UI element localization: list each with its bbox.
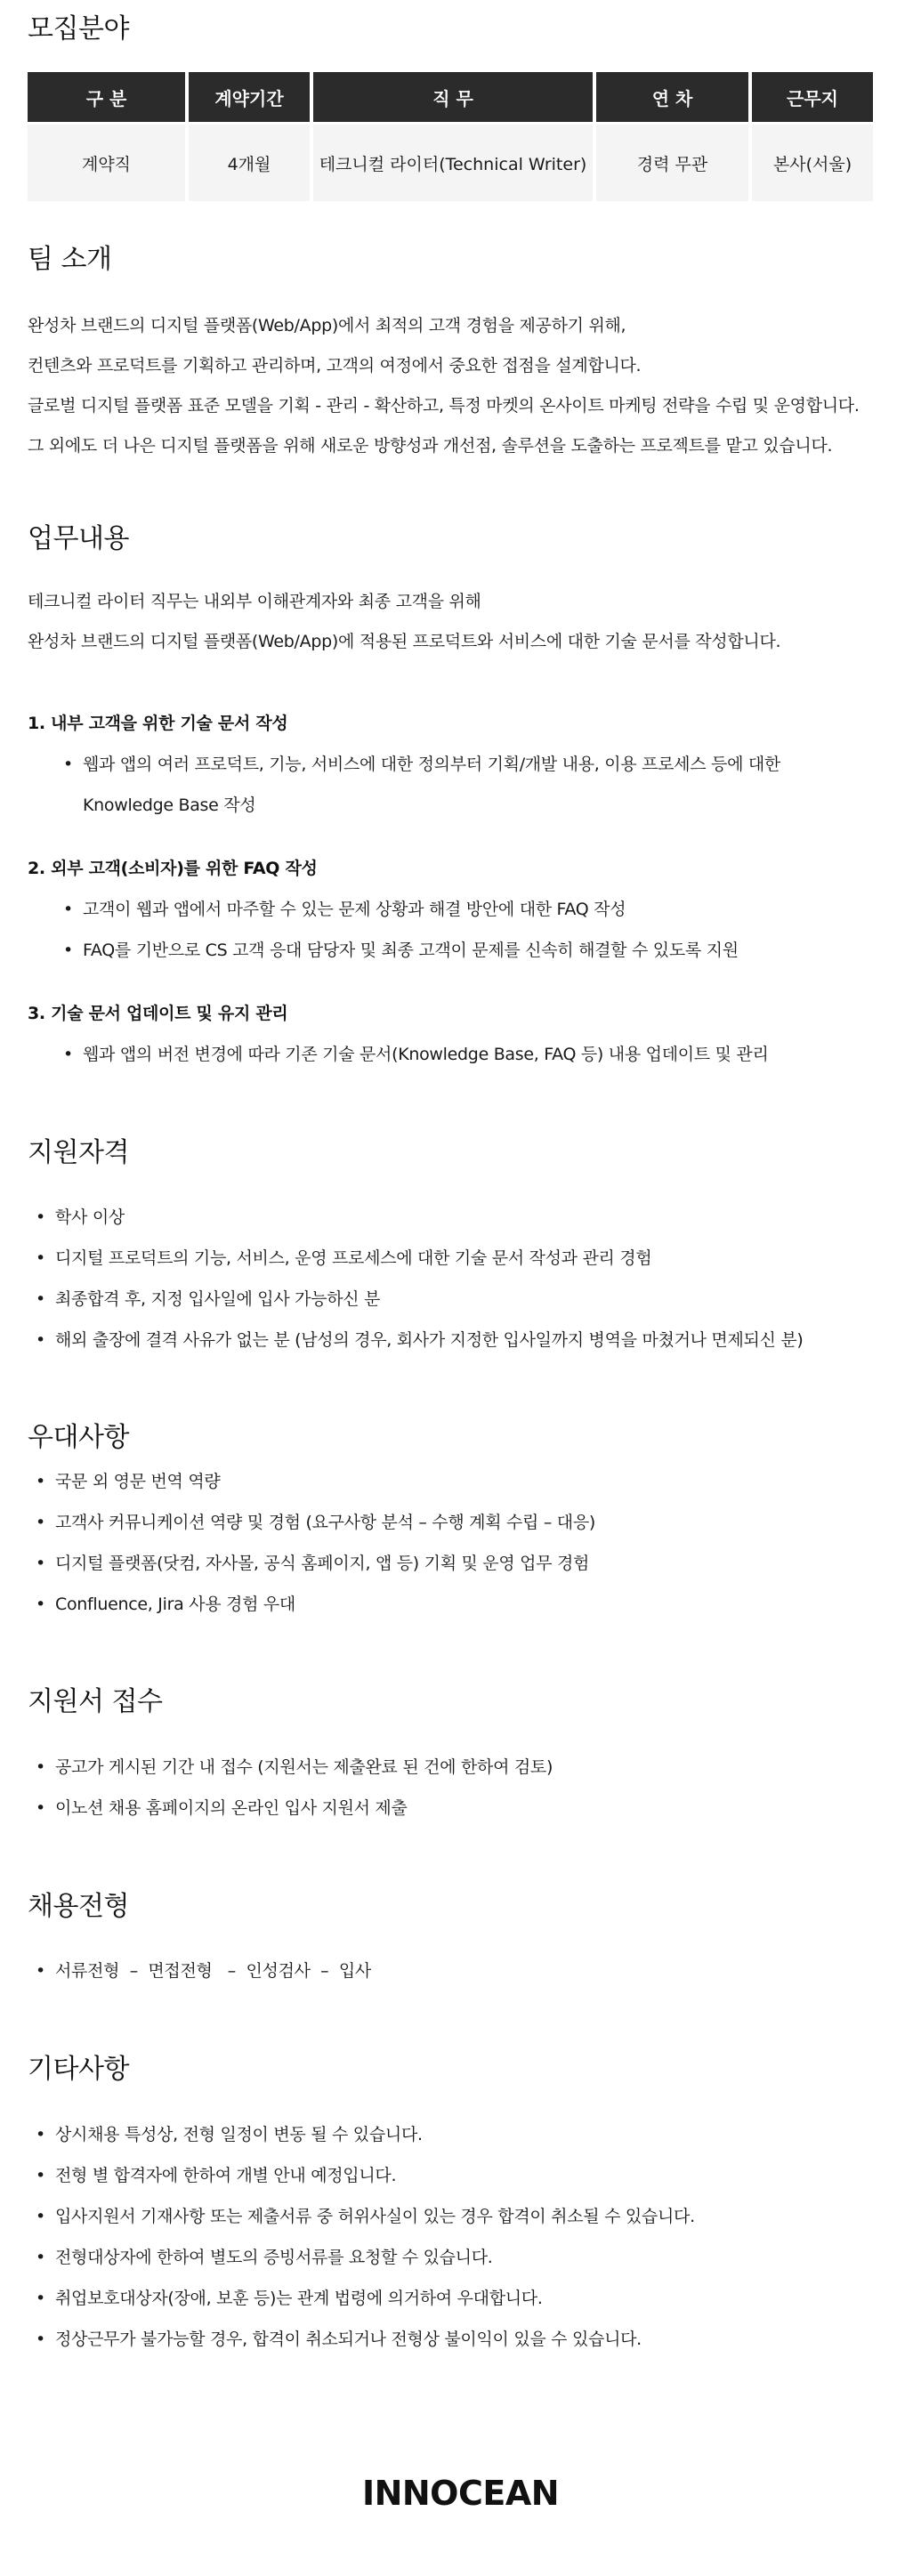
list-item: • 전형 별 합격자에 한하여 개별 안내 예정입니다. [36,2166,397,2185]
list-item: • 디지털 플랫폼(닷컴, 자사몰, 공식 홈페이지, 앱 등) 기획 및 운영 업무 경험 [36,1554,590,1573]
list-item: • 국문 외 영문 번역 역량 [36,1472,221,1491]
list-item-continuation: Knowledge Base 작성 [83,795,256,815]
list-item: • 이노션 채용 홈페이지의 온라인 입사 지원서 제출 [36,1798,408,1818]
list-item: • 전형대상자에 한하여 별도의 증빙서류를 요청할 수 있습니다. [36,2248,493,2267]
team-title: 팀 소개 [28,244,112,275]
recruit-title: 모집분야 [28,13,129,44]
process-title: 채용전형 [28,1891,129,1922]
apply-title: 지원서 접수 [28,1686,163,1717]
table-cell-role: 테크니컬 라이터(Technical Writer) [313,125,593,201]
list-item: • 취업보호대상자(장애, 보훈 등)는 관계 법령에 의거하여 우대합니다. [36,2289,543,2308]
list-item: • 서류전형 – 면접전형 – 인성검사 – 입사 [36,1961,371,1981]
list-item: • 해외 출장에 결격 사유가 없는 분 (남성의 경우, 회사가 지정한 입사일까지 병역을 마쳤거나 면제되신 분) [36,1330,804,1350]
list-item: • 디지털 프로덕트의 기능, 서비스, 운영 프로세스에 대한 기술 문서 작성과 관리 경험 [36,1248,652,1268]
list-item: • 공고가 게시된 기간 내 접수 (지원서는 제출완료 된 건에 한하여 검토) [36,1757,553,1777]
list-item: • 고객사 커뮤니케이션 역량 및 경험 (요구사항 분석 – 수행 계획 수립 – 대응) [36,1513,596,1532]
list-item: • 정상근무가 불가능할 경우, 합격이 취소되거나 전형상 불이익이 있을 수 있습니다. [36,2330,642,2349]
table-cell-category: 계약직 [28,125,185,201]
team-line: 완성차 브랜드의 디지털 플랫폼(Web/App)에서 최적의 고객 경험을 제공하기 위해, [28,316,626,335]
duties-intro-line: 테크니컬 라이터 직무는 내외부 이해관계자와 최종 고객을 위해 [28,592,481,611]
list-item: • FAQ를 기반으로 CS 고객 응대 담당자 및 최종 고객이 문제를 신속히 해결할 수 있도록 지원 [63,941,739,960]
table-header-role: 직 무 [313,72,593,125]
list-item: • 최종합격 후, 지정 입사일에 입사 가능하신 분 [36,1289,381,1309]
list-item: • 입사지원서 기재사항 또는 제출서류 중 허위사실이 있는 경우 합격이 취소될 수 있습니다. [36,2207,695,2226]
duty-2-title: 2. 외부 고객(소비자)를 위한 FAQ 작성 [28,859,318,878]
duty-3-title: 3. 기술 문서 업데이트 및 유지 관리 [28,1004,288,1023]
list-item: • 학사 이상 [36,1207,125,1227]
preferred-title: 우대사항 [28,1422,129,1453]
etc-title: 기타사항 [28,2054,129,2085]
duties-title: 업무내용 [28,523,129,554]
team-line: 그 외에도 더 나은 디지털 플랫폼을 위해 새로운 방향성과 개선점, 솔루션을 도출하는 프로젝트를 맡고 있습니다. [28,436,833,456]
team-line: 글로벌 디지털 플랫폼 표준 모델을 기획 - 관리 - 확산하고, 특정 마켓의 온사이트 마케팅 전략을 수립 및 운영합니다. [28,396,860,416]
list-item: • 상시채용 특성상, 전형 일정이 변동 될 수 있습니다. [36,2125,423,2144]
duty-1-title: 1. 내부 고객을 위한 기술 문서 작성 [28,714,288,733]
table-cell-period: 4개월 [189,125,310,201]
list-item: • 고객이 웹과 앱에서 마주할 수 있는 문제 상황과 해결 방안에 대한 FAQ 작성 [63,900,626,919]
table-cell-location: 본사(서울) [752,125,873,201]
duties-intro-line: 완성차 브랜드의 디지털 플랫폼(Web/App)에 적용된 프로덕트와 서비스에 대한 기술 문서를 작성합니다. [28,632,781,651]
list-item: • 웹과 앱의 버전 변경에 따라 기존 기술 문서(Knowledge Base, FAQ 등) 내용 업데이트 및 관리 [63,1045,769,1064]
table-header-period: 계약기간 [189,72,310,125]
table-cell-years: 경력 무관 [596,125,748,201]
qualifications-title: 지원자격 [28,1137,129,1168]
recruit-table [24,72,877,201]
table-header-years: 연 차 [596,72,748,125]
table-header-category: 구 분 [28,72,185,125]
list-item: • 웹과 앱의 여러 프로덕트, 기능, 서비스에 대한 정의부터 기획/개발 내용, 이용 프로세스 등에 대한 [63,755,780,774]
innocean-logo: INNOCEAN [361,2474,560,2513]
team-line: 컨텐츠와 프로덕트를 기획하고 관리하며, 고객의 여정에서 중요한 접점을 설계합니다. [28,356,642,375]
table-header-location: 근무지 [752,72,873,125]
list-item: • Confluence, Jira 사용 경험 우대 [36,1595,295,1614]
